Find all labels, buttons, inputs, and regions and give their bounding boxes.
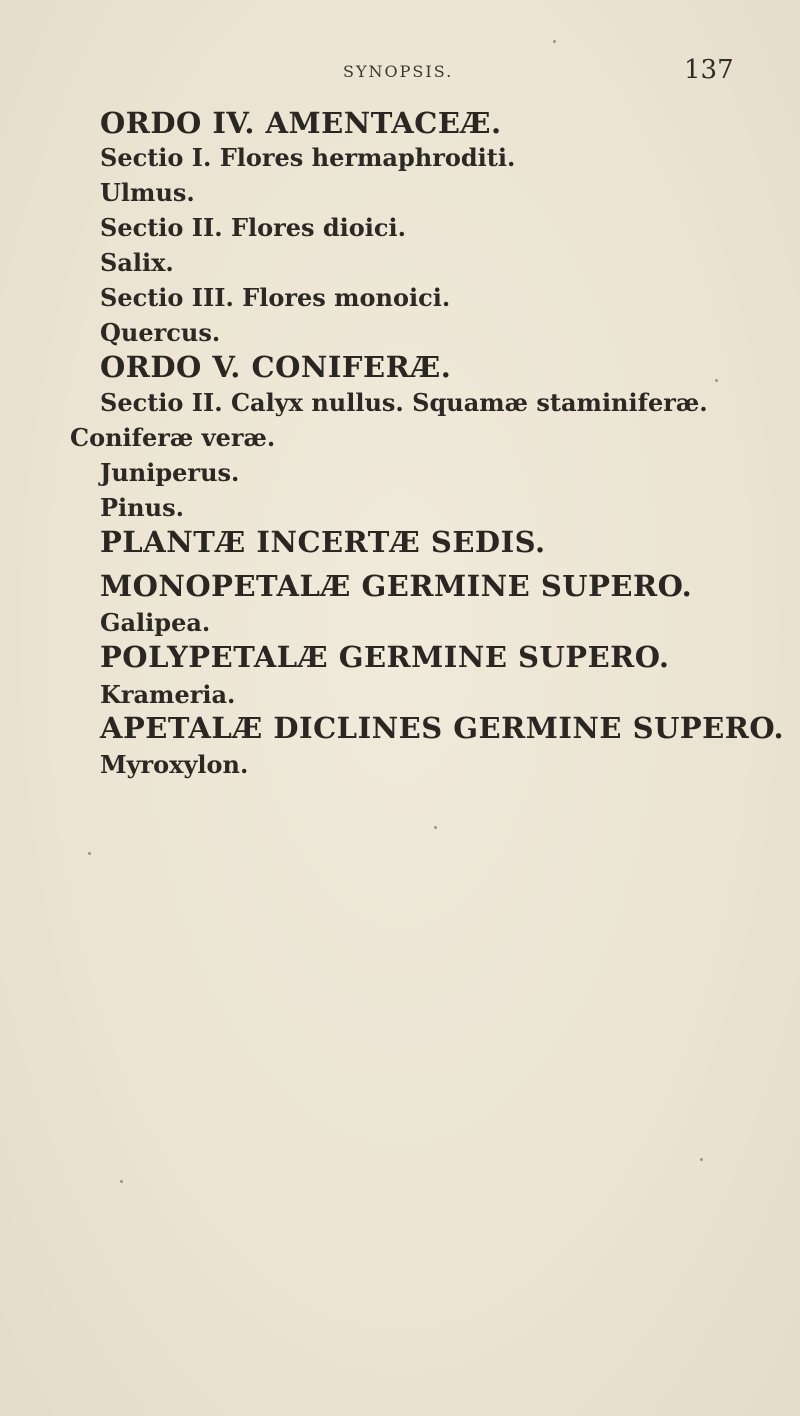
group-heading-monopetalae: MONOPETALÆ GERMINE SUPERO. bbox=[100, 569, 693, 603]
genus-entry: Juniperus. bbox=[100, 458, 240, 487]
paper-speck bbox=[434, 826, 437, 829]
genus-entry: Salix. bbox=[100, 248, 174, 277]
genus-entry: Krameria. bbox=[100, 680, 236, 709]
paper-speck bbox=[120, 1180, 123, 1183]
paper-speck bbox=[88, 852, 91, 855]
running-head: SYNOPSIS. bbox=[343, 62, 454, 81]
group-heading-incertae-sedis: PLANTÆ INCERTÆ SEDIS. bbox=[100, 525, 546, 559]
order-heading-amentaceae: ORDO IV. AMENTACEÆ. bbox=[100, 106, 502, 140]
group-heading-polypetalae: POLYPETALÆ GERMINE SUPERO. bbox=[100, 640, 670, 674]
paper-speck bbox=[553, 40, 556, 43]
genus-entry: Myroxylon. bbox=[100, 750, 249, 779]
group-heading-apetalae: APETALÆ DICLINES GERMINE SUPERO. bbox=[100, 711, 785, 745]
section-heading: Sectio II. Flores dioici. bbox=[100, 213, 406, 242]
subgroup-heading: Coniferæ veræ. bbox=[70, 423, 276, 452]
paper-speck bbox=[715, 379, 718, 382]
section-heading: Sectio II. Calyx nullus. Squamæ staminiferæ. bbox=[100, 388, 708, 417]
genus-entry: Ulmus. bbox=[100, 178, 195, 207]
paper-speck bbox=[700, 1158, 703, 1161]
genus-entry: Galipea. bbox=[100, 608, 211, 637]
section-heading: Sectio III. Flores monoici. bbox=[100, 283, 451, 312]
genus-entry: Quercus. bbox=[100, 318, 221, 347]
genus-entry: Pinus. bbox=[100, 493, 184, 522]
section-heading: Sectio I. Flores hermaphroditi. bbox=[100, 143, 516, 172]
page-number: 137 bbox=[684, 55, 734, 85]
order-heading-coniferae: ORDO V. CONIFERÆ. bbox=[100, 350, 452, 384]
